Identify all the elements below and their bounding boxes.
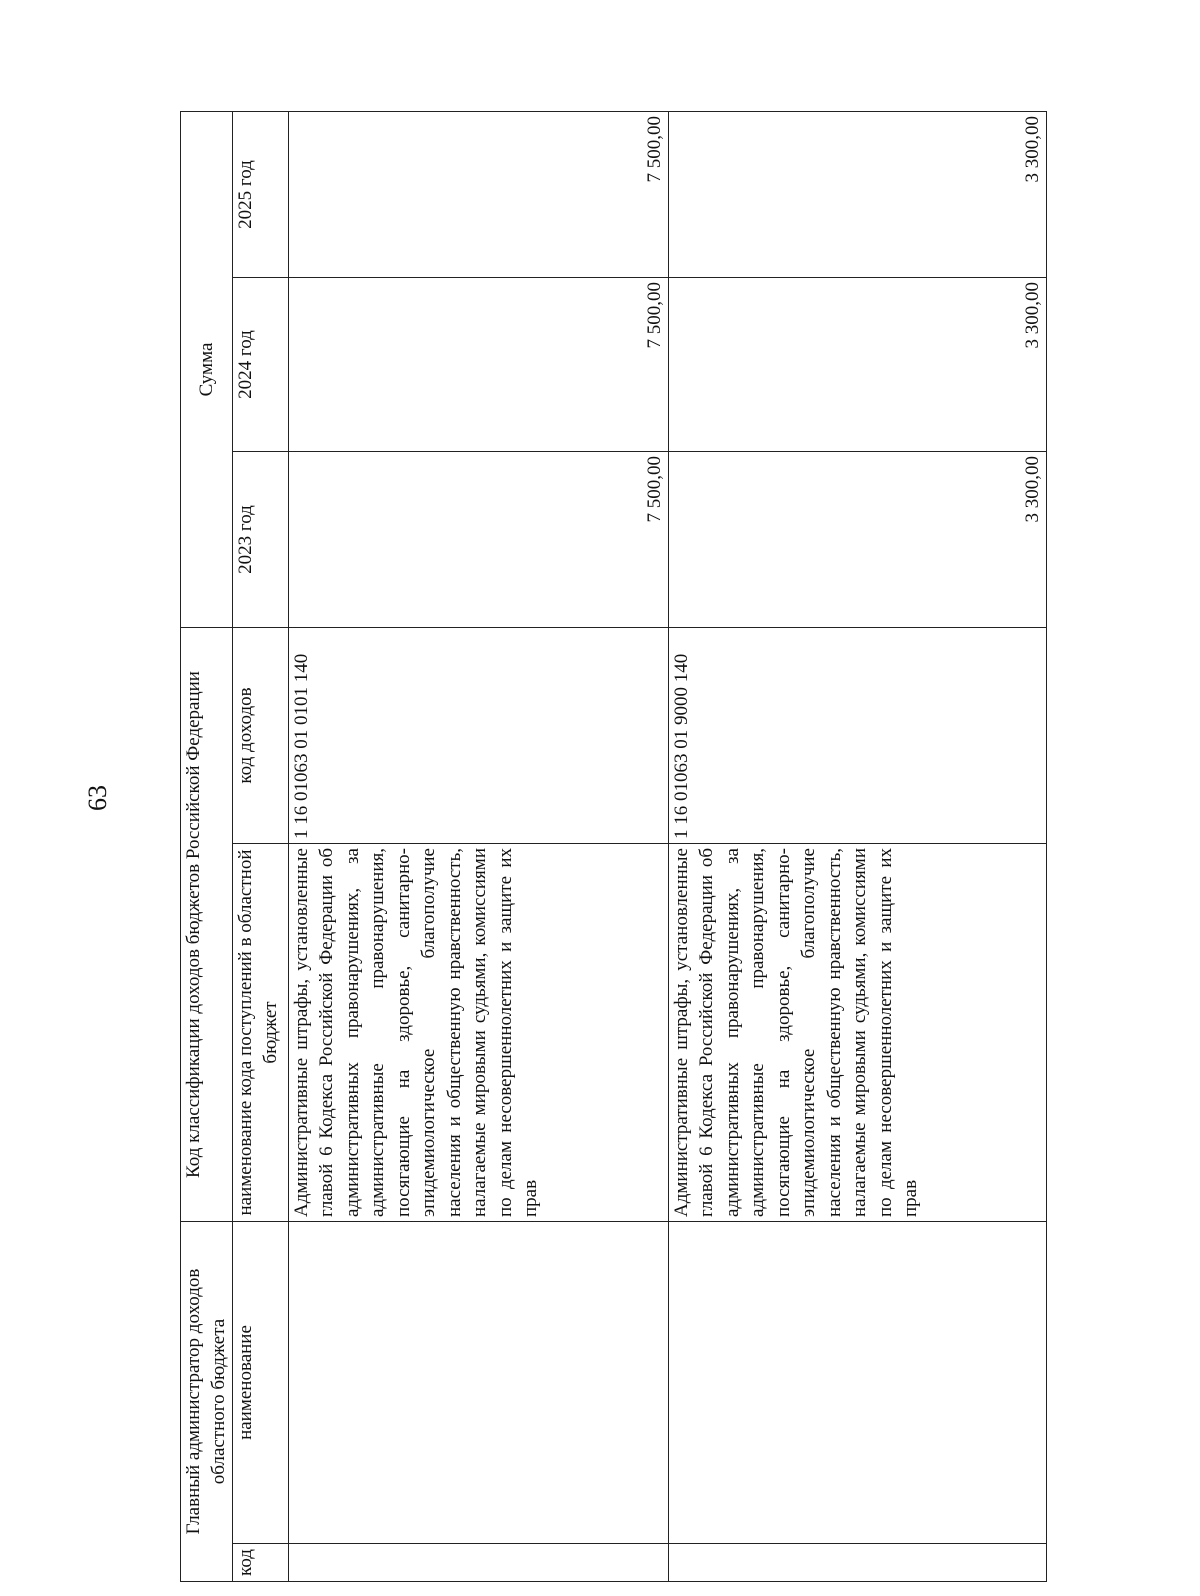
page-number: 63 — [83, 785, 112, 811]
sum-2023-cell: 7 500,00 — [288, 452, 668, 628]
header-row-group — [181, 112, 233, 1582]
year-2025-header: 2025 год — [232, 112, 288, 278]
classification-group-header: Код классификации доходов бюджетов Российской Федерации — [181, 628, 233, 1222]
table-row — [288, 112, 668, 1582]
income-code-cell: 1 16 01063 01 9000 140 — [668, 628, 1046, 844]
income-classification-table — [180, 111, 1047, 1582]
income-code-header: код доходов — [232, 628, 288, 844]
admin-group-header: Главный администратор доходов областного бюджета — [181, 1222, 233, 1582]
income-name-header: наименование кода поступлений в областной бюджет — [232, 844, 288, 1222]
sum-2025-cell: 7 500,00 — [288, 112, 668, 278]
sum-2024-cell: 3 300,00 — [668, 278, 1046, 452]
income-name-cell: Административные штрафы, установленные главой 6 Кодекса Российской Федерации об административных правонарушениях, за административные правонарушения, посягающие на здоровье, санитарно-эпидемиологическое благополучие населения и общественную нравственность, налагаемые мировыми судьями, комиссиями по делам несовершеннолетних и защите их прав — [668, 844, 1046, 1222]
admin-name-cell — [288, 1222, 668, 1544]
sum-2023-cell: 3 300,00 — [668, 452, 1046, 628]
admin-name-header: наименование — [232, 1222, 288, 1544]
table-row — [668, 112, 1046, 1582]
income-name-cell: Административные штрафы, установленные главой 6 Кодекса Российской Федерации об административных правонарушениях, за административные правонарушения, посягающие на здоровье, санитарно-эпидемиологическое благополучие населения и общественную нравственность, налагаемые мировыми судьями, комиссиями по делам несовершеннолетних и защите их прав — [288, 844, 668, 1222]
admin-code-cell — [288, 1544, 668, 1582]
year-2024-header: 2024 год — [232, 278, 288, 452]
income-code-cell: 1 16 01063 01 0101 140 — [288, 628, 668, 844]
sum-2025-cell: 3 300,00 — [668, 112, 1046, 278]
admin-name-cell — [668, 1222, 1046, 1544]
header-row-columns — [232, 112, 288, 1582]
sum-group-header: Сумма — [181, 112, 233, 628]
admin-code-header: код — [232, 1544, 288, 1582]
admin-code-cell — [668, 1544, 1046, 1582]
year-2023-header: 2023 год — [232, 452, 288, 628]
table-container — [180, 112, 1042, 1582]
sum-2024-cell: 7 500,00 — [288, 278, 668, 452]
